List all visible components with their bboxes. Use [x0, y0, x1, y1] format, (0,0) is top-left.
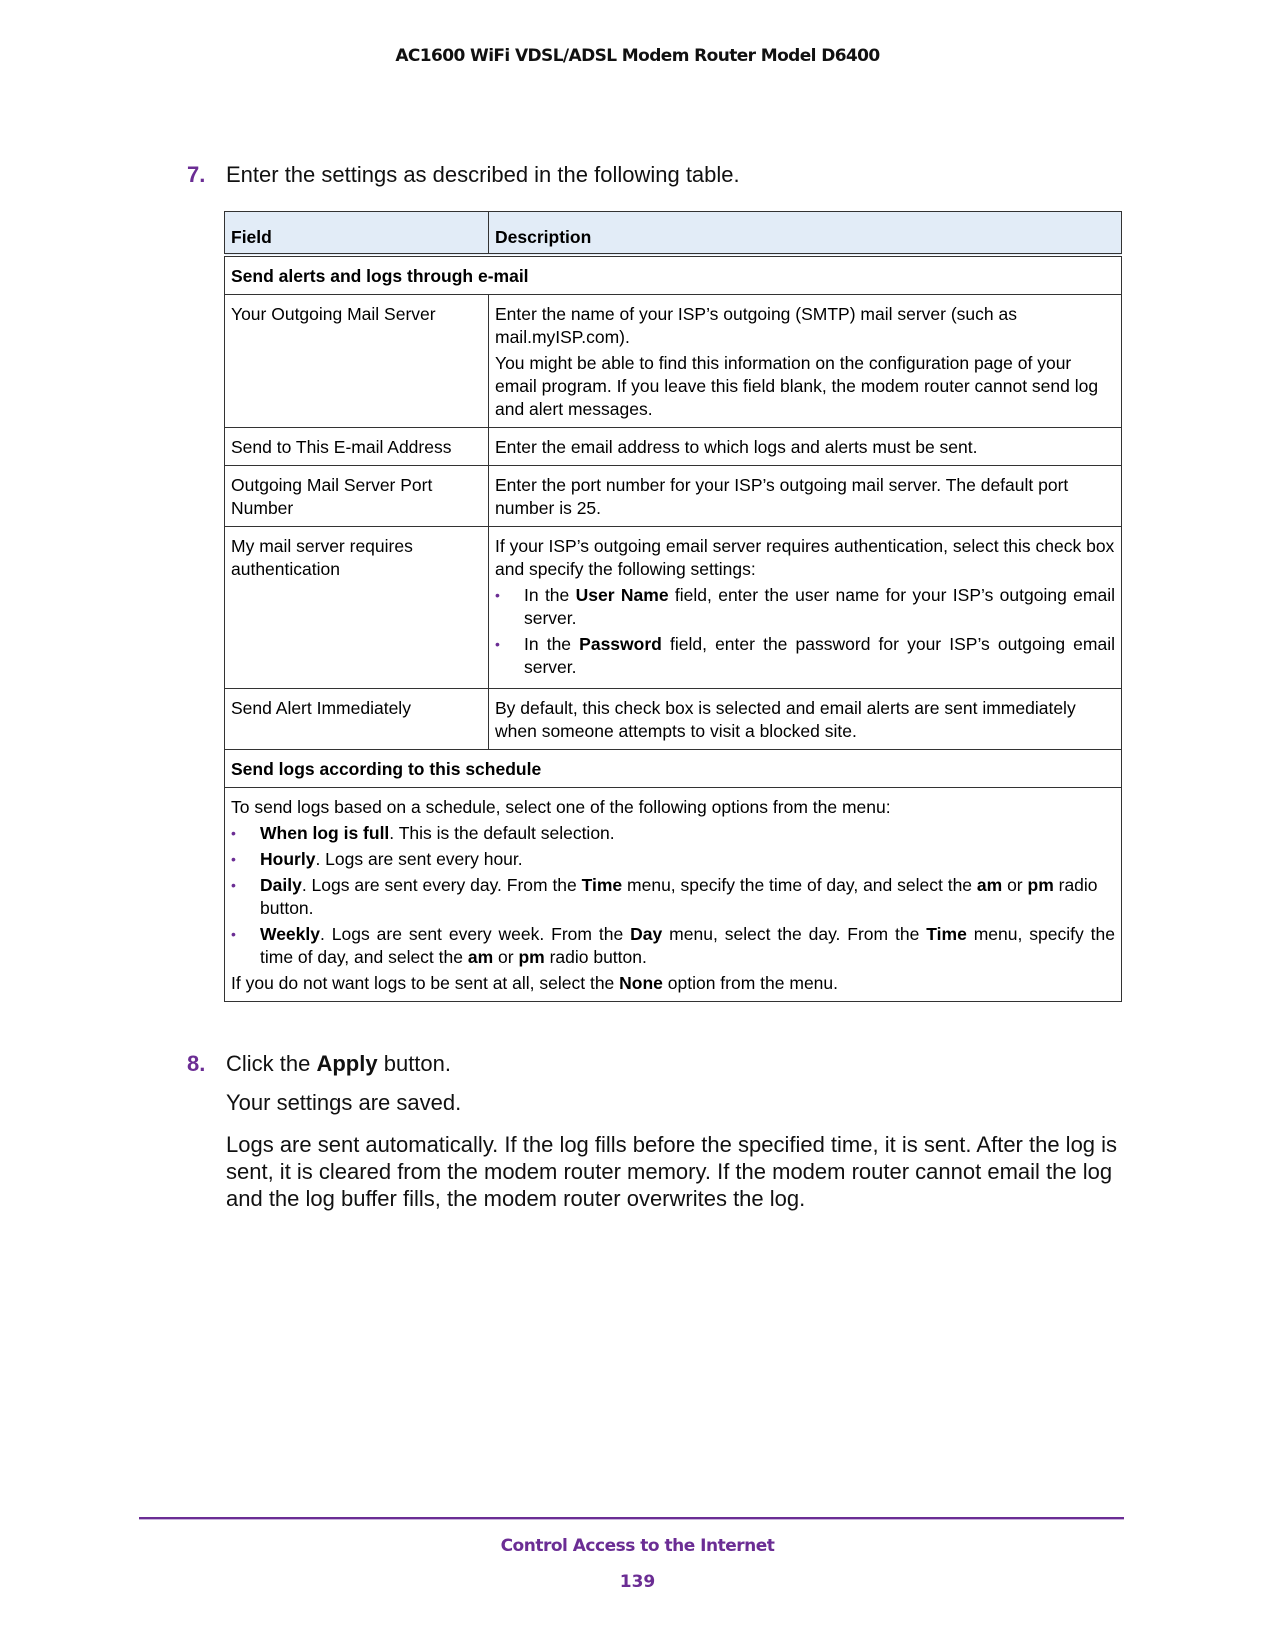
bullet-icon: •: [231, 825, 236, 841]
schedule-option-hourly: • Hourly. Logs are sent every hour.: [231, 849, 523, 869]
footer-divider: [139, 1517, 1124, 1520]
step-8: [187, 1050, 451, 1077]
section-row-schedule: [225, 750, 1122, 788]
description-text: Enter the name of your ISP’s outgoing (SMTP) mail server (such as mail.myISP.com).: [495, 304, 1017, 347]
description-text: Enter the port number for your ISP’s outgoing mail server. The default port number is 25.: [495, 475, 1069, 518]
field-description: [489, 466, 1122, 527]
field-name: Send Alert Immediately: [225, 689, 489, 750]
description-text: You might be able to find this information on the configuration page of your email program. If you leave this field blank, the modem router cannot send log and alert messages.: [495, 353, 1099, 419]
bullet-item: • In the Password field, enter the password for your ISP’s outgoing email server.: [495, 634, 1115, 677]
bullet-icon: •: [231, 877, 236, 893]
step-number: 8.: [187, 1051, 206, 1076]
bullet-item: • In the User Name field, enter the user name for your ISP’s outgoing email server.: [495, 585, 1115, 628]
header-description: Description: [489, 212, 1122, 256]
schedule-options: [231, 822, 1115, 969]
schedule-description: [225, 788, 1122, 1002]
bullet-icon: •: [231, 926, 236, 942]
footer-chapter-title: Control Access to the Internet: [500, 1536, 775, 1556]
step-text: Click the Apply button.: [226, 1051, 451, 1076]
schedule-option-when-full: • When log is full. This is the default selection.: [231, 823, 615, 843]
table-row: [225, 527, 1122, 689]
description-text: Enter the email address to which logs and alerts must be sent.: [495, 437, 978, 457]
field-description: [489, 428, 1122, 466]
description-text: By default, this check box is selected and email alerts are sent immediately when someone attempts to visit a blocked site.: [495, 698, 1076, 741]
schedule-row: [225, 788, 1122, 1002]
field-description: [489, 527, 1122, 689]
table-row: [225, 689, 1122, 750]
step-7: [187, 161, 740, 188]
table-row: [225, 295, 1122, 428]
step-number: 7.: [187, 162, 206, 187]
schedule-option-weekly: • Weekly. Logs are sent every week. From the Day menu, select the day. From the Time menu, specify the time of day, and select the am or pm radio button.: [231, 924, 1115, 967]
bullet-icon: •: [495, 587, 500, 603]
header-field: Field: [225, 212, 489, 256]
field-name: My mail server requires authentication: [225, 527, 489, 689]
schedule-option-daily: • Daily. Logs are sent every day. From the Time menu, specify the time of day, and select the am or pm radio button.: [231, 875, 1098, 918]
page-number: 139: [619, 1572, 656, 1592]
bullet-icon: •: [231, 851, 236, 867]
field-name: Your Outgoing Mail Server: [225, 295, 489, 428]
step-text: Enter the settings as described in the following table.: [226, 162, 740, 187]
bullet-icon: •: [495, 636, 500, 652]
settings-table: [224, 211, 1122, 1002]
settings-saved-text: Your settings are saved.: [226, 1090, 462, 1115]
field-description: [489, 295, 1122, 428]
section-row-email: [225, 255, 1122, 295]
table-row: [225, 428, 1122, 466]
field-name: Outgoing Mail Server Port Number: [225, 466, 489, 527]
field-name: Send to This E-mail Address: [225, 428, 489, 466]
logs-explanation: Logs are sent automatically. If the log fills before the specified time, it is sent. After the log is sent, it is cleared from the modem router memory. If the modem router cannot email the log and the log buffer fills, the modem router overwrites the log.: [226, 1132, 1118, 1211]
table-row: [225, 466, 1122, 527]
apply-button-reference: Apply: [316, 1051, 378, 1076]
section-title: Send alerts and logs through e-mail: [225, 255, 1122, 295]
field-description: [489, 689, 1122, 750]
running-header: AC1600 WiFi VDSL/ADSL Modem Router Model D6400: [395, 46, 880, 66]
table-header-row: [225, 212, 1122, 256]
schedule-intro: To send logs based on a schedule, select one of the following options from the menu:: [231, 797, 891, 817]
bullet-list: [495, 584, 1115, 679]
schedule-outro: If you do not want logs to be sent at all, select the None option from the menu.: [231, 973, 839, 993]
description-text: If your ISP’s outgoing email server requires authentication, select this check box and specify the following settings:: [495, 536, 1115, 579]
section-title: Send logs according to this schedule: [225, 750, 1122, 788]
